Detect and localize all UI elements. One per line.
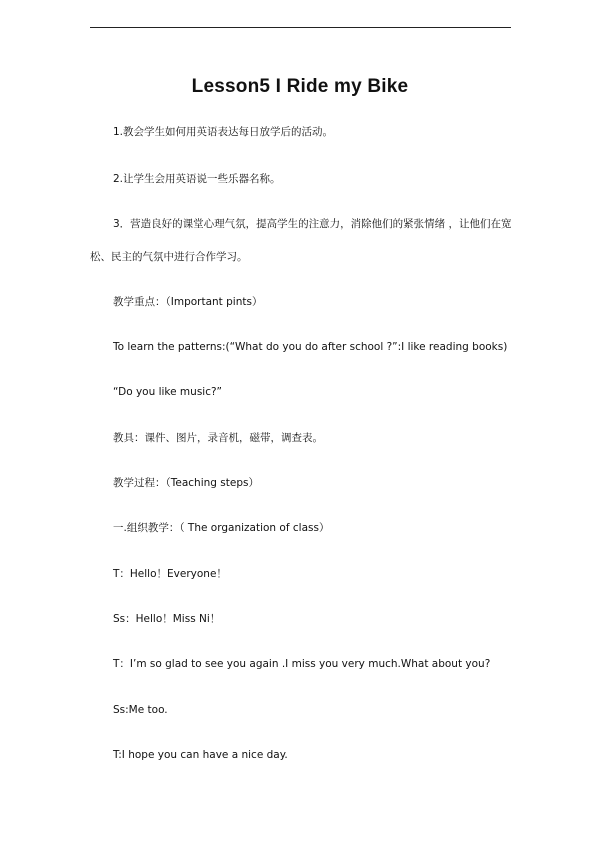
dialogue-line-4: Ss:Me too.	[113, 704, 168, 716]
objective-3: 3．营造良好的课堂心理气氛，提高学生的注意力，消除他们的紧张情绪 ，让他们在宽	[113, 218, 512, 230]
organization-heading: 一.组织教学：（ The organization of class）	[113, 522, 330, 534]
objective-1: 1.教会学生如何用英语表达每日放学后的活动。	[113, 126, 334, 138]
dialogue-line-2: Ss：Hello！Miss Ni！	[113, 613, 221, 625]
key-points-heading: 教学重点：（Important pints）	[113, 296, 263, 308]
document-title: Lesson5 I Ride my Bike	[191, 76, 409, 97]
teaching-steps-heading: 教学过程：（Teaching steps）	[113, 477, 259, 489]
music-question: “Do you like music?”	[113, 386, 222, 398]
dialogue-line-1: T：Hello！Everyone！	[113, 568, 227, 580]
teaching-aids: 教具：课件、图片，录音机，磁带，调查表。	[113, 432, 323, 444]
patterns-line: To learn the patterns:(“What do you do after school ?”:I like reading books)	[113, 341, 508, 353]
objective-2: 2.让学生会用英语说一些乐器名称。	[113, 173, 281, 185]
objective-3-continued: 松、民主的气氛中进行合作学习。	[90, 251, 248, 263]
dialogue-line-5: T:I hope you can have a nice day.	[113, 749, 288, 761]
dialogue-line-3: T：I’m so glad to see you again .I miss you very much.What about you?	[113, 658, 491, 670]
header-rule	[90, 27, 511, 28]
